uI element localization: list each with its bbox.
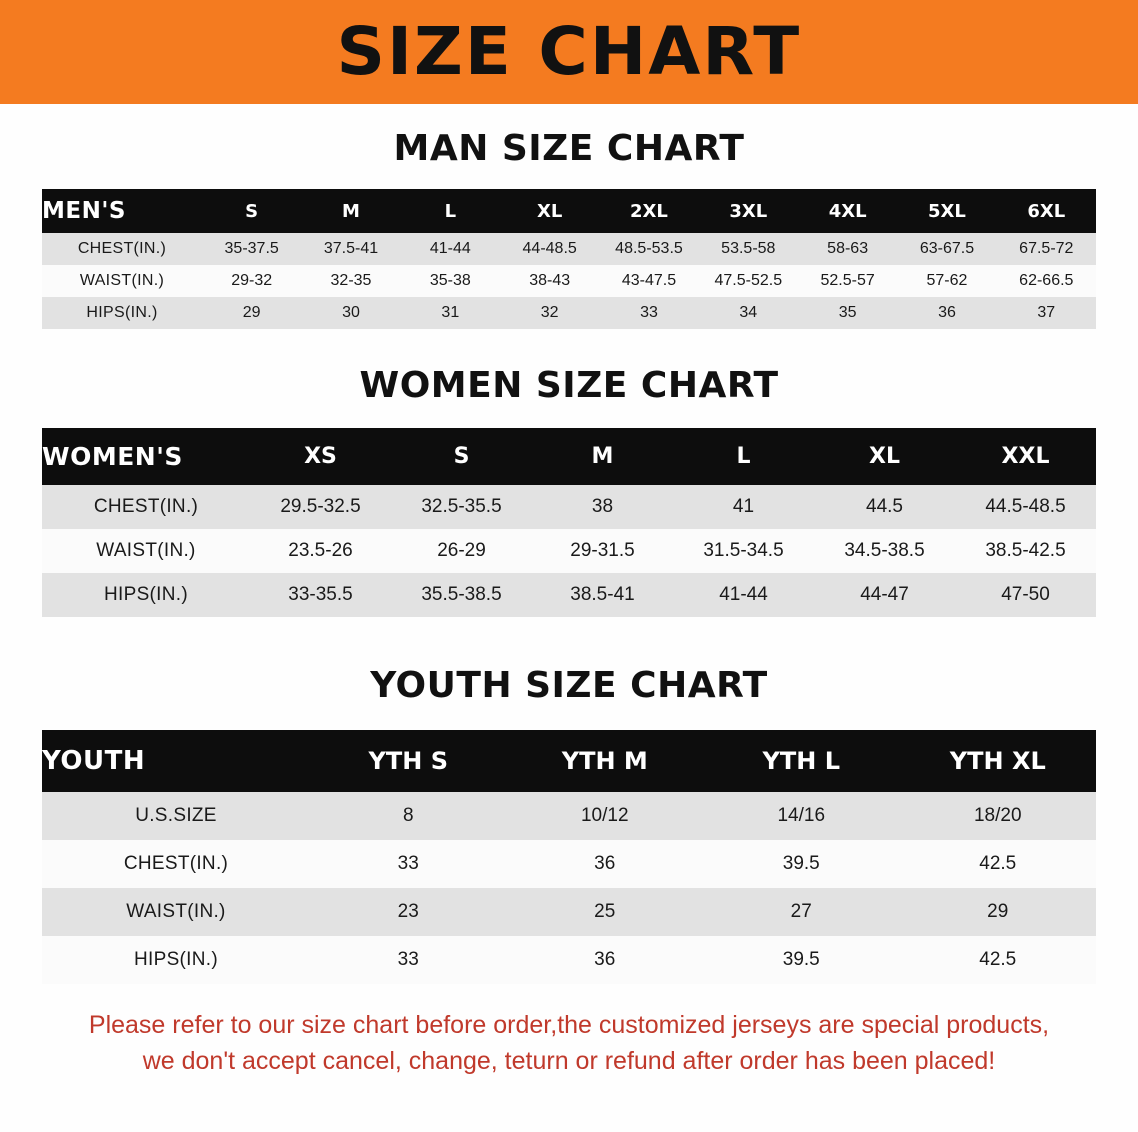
table-cell: 52.5-57 xyxy=(820,272,875,289)
table-cell: 8 xyxy=(402,805,414,826)
table-cell: 38.5-41 xyxy=(570,584,635,605)
header-cell: YOUTH xyxy=(42,746,146,776)
table-cell: 33 xyxy=(397,949,419,970)
youth-size-table xyxy=(42,730,1096,984)
header-cell: XL xyxy=(536,200,563,222)
row-label: HIPS(IN.) xyxy=(86,304,158,321)
women-section-title: WOMEN SIZE CHART xyxy=(359,365,779,406)
table-cell: 33-35.5 xyxy=(288,584,353,605)
table-row xyxy=(42,888,1096,936)
header-cell: MEN'S xyxy=(42,198,126,224)
table-cell: 10/12 xyxy=(580,805,629,826)
table-cell: 29 xyxy=(987,901,1009,922)
row-label: WAIST(IN.) xyxy=(96,540,196,561)
row-label: U.S.SIZE xyxy=(135,805,217,826)
header-cell: 6XL xyxy=(1027,200,1066,222)
header-cell: XL xyxy=(869,444,900,469)
man-table-wrapper xyxy=(42,189,1096,329)
table-cell: 57-62 xyxy=(926,272,968,289)
table-cell: 37 xyxy=(1037,304,1056,321)
header-cell: S xyxy=(453,444,470,469)
header-cell: XXL xyxy=(1001,444,1050,469)
header-cell: XS xyxy=(304,444,337,469)
table-cell: 38 xyxy=(591,496,614,517)
header-cell: YTH M xyxy=(561,747,648,775)
table-cell: 29.5-32.5 xyxy=(280,496,361,517)
header-cell: 2XL xyxy=(630,200,668,222)
table-cell: 44.5 xyxy=(866,496,903,517)
table-cell: 33 xyxy=(397,853,419,874)
table-cell: 23.5-26 xyxy=(288,540,353,561)
table-cell: 42.5 xyxy=(979,949,1017,970)
table-row xyxy=(42,792,1096,840)
table-cell: 25 xyxy=(594,901,616,922)
row-label: CHEST(IN.) xyxy=(93,496,199,517)
table-cell: 33 xyxy=(640,304,658,321)
table-cell: 29-32 xyxy=(231,272,273,289)
header-cell: S xyxy=(245,200,259,222)
men-size-table xyxy=(42,189,1096,329)
table-cell: 32 xyxy=(540,304,559,321)
table-row xyxy=(42,485,1096,529)
youth-section-title: YOUTH SIZE CHART xyxy=(370,665,768,706)
women-table-wrapper xyxy=(42,428,1096,617)
table-cell: 32-35 xyxy=(330,272,372,289)
table-row xyxy=(42,297,1096,329)
table-cell: 62-66.5 xyxy=(1019,272,1074,289)
banner xyxy=(0,0,1138,104)
table-cell: 14/16 xyxy=(777,805,826,826)
table-cell: 48.5-53.5 xyxy=(615,240,683,257)
table-cell: 35 xyxy=(838,304,857,321)
man-section-title: MAN SIZE CHART xyxy=(393,128,745,169)
table-cell: 44-48.5 xyxy=(522,240,577,257)
table-cell: 41-44 xyxy=(719,584,768,605)
header-cell: 5XL xyxy=(928,200,966,222)
table-header-row xyxy=(42,428,1096,485)
table-cell: 23 xyxy=(397,901,419,922)
header-cell: YTH L xyxy=(762,747,840,775)
header-cell: YTH S xyxy=(368,747,448,775)
row-label: HIPS(IN.) xyxy=(134,949,218,970)
header-cell: L xyxy=(444,200,457,222)
table-cell: 36 xyxy=(594,853,616,874)
table-cell: 58-63 xyxy=(827,240,869,257)
table-row xyxy=(42,936,1096,984)
table-cell: 31 xyxy=(441,304,460,321)
table-row xyxy=(42,529,1096,573)
table-cell: 36 xyxy=(938,304,956,321)
table-row xyxy=(42,573,1096,617)
table-cell: 18/20 xyxy=(973,805,1022,826)
row-label: CHEST(IN.) xyxy=(123,853,229,874)
table-header-row xyxy=(42,730,1096,792)
header-cell: 3XL xyxy=(729,200,768,222)
table-cell: 44.5-48.5 xyxy=(985,496,1066,517)
table-cell: 39.5 xyxy=(782,949,820,970)
table-cell: 36 xyxy=(594,949,616,970)
header-cell: YTH XL xyxy=(949,747,1046,775)
table-cell: 27 xyxy=(790,901,812,922)
table-cell: 35.5-38.5 xyxy=(421,584,502,605)
table-cell: 37.5-41 xyxy=(323,240,379,257)
table-cell: 34 xyxy=(739,304,758,321)
note-line-1: Please refer to our size chart before order,the customized jerseys are special products, xyxy=(88,1011,1050,1039)
youth-table-wrapper xyxy=(42,730,1096,984)
note-line-2: we don't accept cancel, change, teturn or refund after order has been placed! xyxy=(142,1046,996,1075)
table-row xyxy=(42,840,1096,888)
table-cell: 39.5 xyxy=(782,853,820,874)
header-cell: M xyxy=(342,200,360,222)
header-cell: 4XL xyxy=(828,200,867,222)
table-cell: 53.5-58 xyxy=(721,240,776,257)
table-cell: 31.5-34.5 xyxy=(703,540,784,561)
header-cell: WOMEN'S xyxy=(42,442,183,471)
table-cell: 35-38 xyxy=(429,272,471,289)
row-label: WAIST(IN.) xyxy=(79,272,165,289)
disclaimer-note xyxy=(40,1008,1098,1079)
table-cell: 29 xyxy=(242,304,261,321)
header-cell: M xyxy=(591,444,614,469)
row-label: WAIST(IN.) xyxy=(126,901,226,922)
table-row xyxy=(42,265,1096,297)
table-cell: 38.5-42.5 xyxy=(985,540,1066,561)
table-cell: 41-44 xyxy=(429,240,471,257)
women-size-table xyxy=(42,428,1096,617)
table-cell: 42.5 xyxy=(979,853,1017,874)
table-cell: 38-43 xyxy=(529,272,571,289)
table-cell: 32.5-35.5 xyxy=(421,496,502,517)
row-label: CHEST(IN.) xyxy=(77,240,167,257)
table-cell: 47.5-52.5 xyxy=(714,272,783,289)
table-cell: 41 xyxy=(732,496,755,517)
table-cell: 26-29 xyxy=(437,540,486,561)
table-row xyxy=(42,233,1096,265)
table-cell: 43-47.5 xyxy=(621,272,677,289)
table-cell: 47-50 xyxy=(1001,584,1050,605)
table-cell: 34.5-38.5 xyxy=(844,540,925,561)
banner-title: SIZE CHART xyxy=(336,13,802,90)
table-cell: 44-47 xyxy=(860,584,909,605)
table-cell: 29-31.5 xyxy=(570,540,635,561)
table-header-row xyxy=(42,189,1096,233)
table-cell: 63-67.5 xyxy=(919,240,975,257)
header-cell: L xyxy=(736,444,751,469)
table-cell: 35-37.5 xyxy=(224,240,279,257)
table-cell: 30 xyxy=(342,304,360,321)
row-label: HIPS(IN.) xyxy=(104,584,188,605)
table-cell: 67.5-72 xyxy=(1019,240,1074,257)
